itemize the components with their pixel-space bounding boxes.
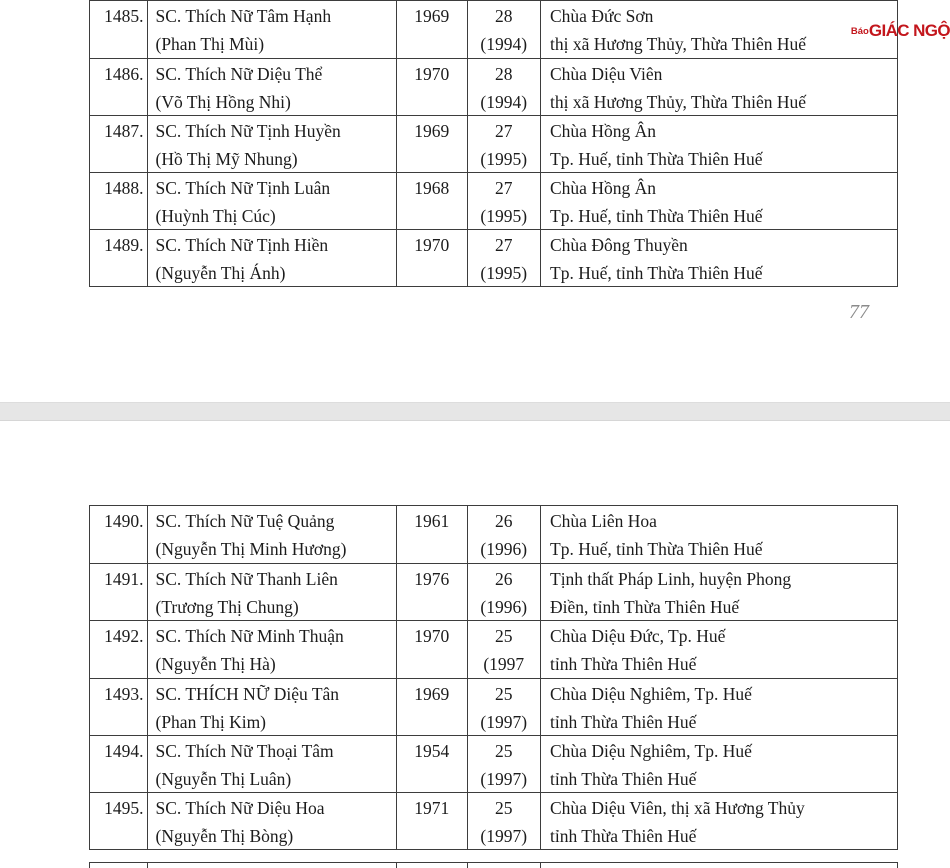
cell-birth-year: 1969 xyxy=(396,116,467,172)
partial-cell xyxy=(90,863,147,868)
ordination-year: (1996) xyxy=(480,597,528,618)
address-line-1: Chùa Đức Sơn xyxy=(550,6,654,26)
logo-title-text: GIÁC NGỘ xyxy=(868,21,950,40)
cell-name xyxy=(147,116,397,172)
ordination-year: (1995) xyxy=(480,149,528,169)
address-line-1: Chùa Hồng Ân xyxy=(550,121,656,141)
cell-birth-year: 1954 xyxy=(396,736,467,792)
cell-age-ordination xyxy=(467,506,541,563)
address-line-1: Chùa Diệu Viên, thị xã Hương Thủy xyxy=(550,797,805,818)
name-line-1: SC. Thích Nữ Diệu Thể xyxy=(155,64,323,84)
address-line-2: tỉnh Thừa Thiên Huế xyxy=(550,768,697,789)
name-line-1: SC. Thích Nữ Tâm Hạnh xyxy=(155,6,332,26)
cell-address xyxy=(540,679,897,735)
address-line-1: Tịnh thất Pháp Linh, huyện Phong xyxy=(550,569,792,590)
age-value: 25 xyxy=(495,683,513,704)
cell-age-ordination xyxy=(467,1,541,58)
address-line-2: Tp. Huế, tỉnh Thừa Thiên Huế xyxy=(550,263,763,283)
address-line-2: Điền, tỉnh Thừa Thiên Huế xyxy=(550,597,740,618)
name-line-1: SC. Thích Nữ Tịnh Hiền xyxy=(155,235,329,255)
ordination-year: (1997) xyxy=(480,711,528,732)
cell-birth-year: 1970 xyxy=(396,621,467,677)
cell-address xyxy=(540,116,897,172)
partial-cell xyxy=(467,863,541,868)
cell-age-ordination xyxy=(467,564,541,620)
name-line-1: SC. Thích Nữ Diệu Hoa xyxy=(155,797,325,818)
address-line-1: Chùa Diệu Nghiêm, Tp. Huế xyxy=(550,683,752,704)
cell-address xyxy=(540,230,897,286)
cell-birth-year: 1961 xyxy=(396,506,467,563)
cell-birth-year: 1971 xyxy=(396,793,467,849)
cell-address xyxy=(540,564,897,620)
cell-birth-year: 1970 xyxy=(396,59,467,115)
ordination-year: (1995) xyxy=(480,206,528,226)
table-row xyxy=(90,115,897,172)
cell-age-ordination xyxy=(467,793,541,849)
cell-name xyxy=(147,679,397,735)
name-line-2: (Trương Thị Chung) xyxy=(155,597,299,618)
ordination-year: (1995) xyxy=(480,263,528,283)
name-line-2: (Võ Thị Hồng Nhi) xyxy=(155,92,291,112)
cell-address xyxy=(540,506,897,563)
table-row xyxy=(90,506,897,563)
address-line-1: Chùa Diệu Đức, Tp. Huế xyxy=(550,626,726,647)
name-line-2: (Phan Thị Mùi) xyxy=(155,34,265,54)
ordination-year: (1997 xyxy=(483,654,525,675)
partial-next-row xyxy=(89,862,898,868)
cell-entry-number: 1486. xyxy=(104,64,144,84)
table-row xyxy=(90,620,897,677)
name-line-2: (Phan Thị Kim) xyxy=(155,711,267,732)
age-value: 27 xyxy=(495,178,513,198)
cell-name xyxy=(147,736,397,792)
address-line-2: thị xã Hương Thủy, Thừa Thiên Huế xyxy=(550,92,807,112)
address-line-1: Chùa Diệu Viên xyxy=(550,64,663,84)
logo-prefix-text: Báo xyxy=(850,26,869,37)
ordination-year: (1997) xyxy=(480,768,528,789)
cell-age-ordination xyxy=(467,116,541,172)
cell-entry-number: 1488. xyxy=(104,178,144,198)
cell-name xyxy=(147,564,397,620)
cell-address xyxy=(540,736,897,792)
address-line-2: Tp. Huế, tỉnh Thừa Thiên Huế xyxy=(550,206,763,226)
age-value: 25 xyxy=(495,740,513,761)
cell-entry-number: 1485. xyxy=(104,6,144,26)
name-line-2: (Hồ Thị Mỹ Nhung) xyxy=(155,149,298,169)
address-line-1: Chùa Đông Thuyền xyxy=(550,235,688,255)
table-row xyxy=(90,678,897,735)
address-line-2: tỉnh Thừa Thiên Huế xyxy=(550,654,697,675)
cell-address xyxy=(540,173,897,229)
name-line-1: SC. Thích Nữ Minh Thuận xyxy=(155,626,344,647)
ordination-year: (1994) xyxy=(480,34,528,54)
cell-name xyxy=(147,506,397,563)
giac-ngo-logo xyxy=(851,21,950,41)
name-line-1: SC. Thích Nữ Tịnh Luân xyxy=(155,178,331,198)
table-row xyxy=(90,563,897,620)
partial-cell xyxy=(540,863,897,868)
table-row xyxy=(90,58,897,115)
cell-entry-number: 1487. xyxy=(104,121,144,141)
cell-address xyxy=(540,59,897,115)
age-value: 27 xyxy=(495,235,513,255)
cell-address xyxy=(540,793,897,849)
table-row xyxy=(90,792,897,849)
cell-entry-number: 1489. xyxy=(104,235,144,255)
address-line-2: tỉnh Thừa Thiên Huế xyxy=(550,825,697,846)
cell-entry-number: 1495. xyxy=(104,797,144,818)
cell-birth-year: 1968 xyxy=(396,173,467,229)
cell-name xyxy=(147,1,397,58)
name-line-1: SC. Thích Nữ Tuệ Quảng xyxy=(155,511,335,531)
age-value: 26 xyxy=(495,511,513,531)
table-section-top xyxy=(89,0,898,287)
age-value: 25 xyxy=(495,797,513,818)
name-line-2: (Nguyễn Thị Luân) xyxy=(155,768,292,789)
partial-cell xyxy=(147,863,397,868)
cell-entry-number: 1492. xyxy=(104,626,144,647)
address-line-2: Tp. Huế, tỉnh Thừa Thiên Huế xyxy=(550,149,763,169)
cell-name xyxy=(147,173,397,229)
cell-age-ordination xyxy=(467,59,541,115)
cell-entry-number: 1491. xyxy=(104,569,144,590)
partial-cell xyxy=(396,863,467,868)
name-line-1: SC. Thích Nữ Tịnh Huyền xyxy=(155,121,341,141)
age-value: 27 xyxy=(495,121,513,141)
table-section-bottom xyxy=(89,505,898,850)
name-line-2: (Nguyễn Thị Bòng) xyxy=(155,825,294,846)
name-line-1: SC. Thích Nữ Thanh Liên xyxy=(155,569,338,590)
cell-age-ordination xyxy=(467,173,541,229)
cell-birth-year: 1969 xyxy=(396,679,467,735)
age-value: 25 xyxy=(495,626,513,647)
cell-age-ordination xyxy=(467,679,541,735)
name-line-1: SC. Thích Nữ Thoại Tâm xyxy=(155,740,334,761)
age-value: 28 xyxy=(495,64,513,84)
cell-address xyxy=(540,621,897,677)
ordination-year: (1996) xyxy=(480,539,528,559)
name-line-2: (Huỳnh Thị Cúc) xyxy=(155,206,276,226)
cell-name xyxy=(147,793,397,849)
cell-age-ordination xyxy=(467,230,541,286)
name-line-2: (Nguyễn Thị Hà) xyxy=(155,654,276,675)
cell-entry-number: 1490. xyxy=(104,511,144,531)
address-line-1: Chùa Diệu Nghiêm, Tp. Huế xyxy=(550,740,752,761)
cell-birth-year: 1976 xyxy=(396,564,467,620)
name-line-2: (Nguyễn Thị Minh Hương) xyxy=(155,539,347,559)
name-line-2: (Nguyễn Thị Ánh) xyxy=(155,263,286,283)
cell-age-ordination xyxy=(467,736,541,792)
address-line-2: Tp. Huế, tỉnh Thừa Thiên Huế xyxy=(550,539,763,559)
name-line-1: SC. THÍCH NỮ Diệu Tân xyxy=(155,683,340,704)
age-value: 28 xyxy=(495,6,513,26)
cell-birth-year: 1970 xyxy=(396,230,467,286)
cell-name xyxy=(147,621,397,677)
ordination-year: (1994) xyxy=(480,92,528,112)
cell-entry-number: 1494. xyxy=(104,740,144,761)
cell-name xyxy=(147,59,397,115)
ordination-year: (1997) xyxy=(480,825,528,846)
age-value: 26 xyxy=(495,569,513,590)
address-line-1: Chùa Liên Hoa xyxy=(550,511,657,531)
page-separator-band xyxy=(0,402,950,421)
table-row xyxy=(90,172,897,229)
table-row xyxy=(90,1,897,58)
cell-address xyxy=(540,1,897,58)
cell-birth-year: 1969 xyxy=(396,1,467,58)
table-row xyxy=(90,735,897,792)
address-line-2: thị xã Hương Thủy, Thừa Thiên Huế xyxy=(550,34,807,54)
cell-age-ordination xyxy=(467,621,541,677)
cell-name xyxy=(147,230,397,286)
address-line-1: Chùa Hồng Ân xyxy=(550,178,656,198)
cell-entry-number: 1493. xyxy=(104,683,144,704)
address-line-2: tỉnh Thừa Thiên Huế xyxy=(550,711,697,732)
table-row xyxy=(90,229,897,286)
page-number: 77 xyxy=(849,301,869,323)
